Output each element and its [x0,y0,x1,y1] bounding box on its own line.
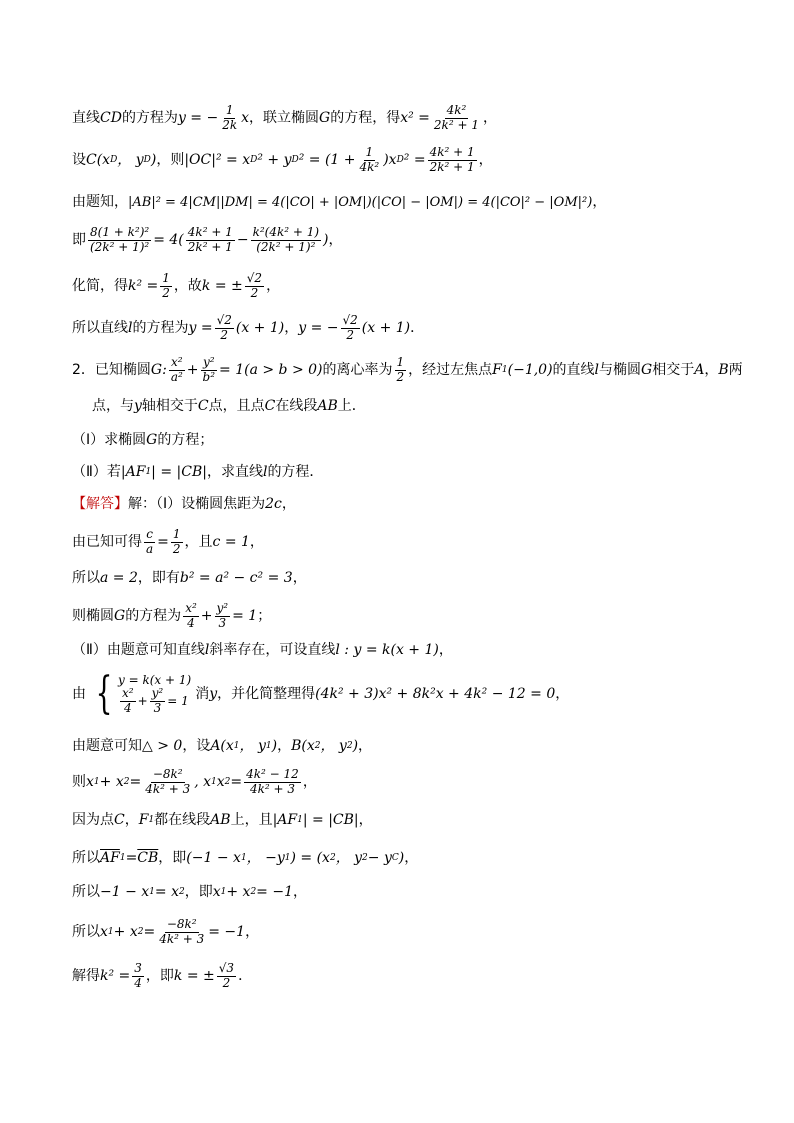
math: y [209,685,218,702]
text: 所以 [72,570,100,586]
subscript: D [396,154,404,165]
math: y = − [298,319,339,336]
vector-math: $\overline{AF}$ [100,850,120,866]
text: 上，且 [230,812,273,828]
fraction: $\frac{\text{4k² − 12}}{\text{4k² + 3}}$ [246,767,299,796]
math: y = [188,319,213,336]
text: ， [277,738,292,754]
math: | = |CB| [302,812,359,828]
fraction: $\frac{√2}{2}$ [246,271,263,300]
math: (x + 1) [235,319,285,336]
math: l : y = k(x + 1) [335,642,439,658]
text: ． [410,319,425,336]
fraction: $\frac{\text{4k² + 1}}{\text{2k² + 1}}$ [187,225,233,254]
text: 所以 [72,884,100,900]
problem-2-statement [72,356,743,385]
fraction: $\frac{c}{a}$ [146,527,154,556]
vector-math: $\overline{CB}$ [137,850,159,866]
problem-2-part-2 [72,464,323,481]
subscript: 1 [149,887,155,897]
fraction: $\frac{\text{x²}}{4}$ [122,685,134,715]
math: = [125,850,138,866]
math: = 1 [167,693,189,708]
fraction: $\frac{\text{−8k²}}{\text{4k² + 3}}$ [145,767,191,796]
math: y [134,398,142,414]
text: 解：（Ⅰ）设椭圆焦距为 [128,496,266,512]
math: |AF [120,464,146,480]
subscript: 2 [314,741,321,751]
text: ， [555,685,570,702]
math: = [230,773,243,790]
fraction: $\frac{\text{−8k²}}{\text{4k² + 3}}$ [159,917,205,946]
text: ， [404,850,419,866]
text: ，即 [158,850,187,866]
solution-line-delta [72,738,372,755]
math: G [114,607,126,624]
subscript: 1 [119,853,126,863]
math: ² = [403,151,426,168]
text: 的方程，得 [330,109,401,126]
math: + [137,693,148,708]
text: 设 [72,151,86,168]
text: ， [478,151,493,168]
math: x [212,884,221,900]
math: (x + 1) [361,319,411,336]
solution-header [72,496,296,513]
math: ² + y [257,151,292,168]
subscript: 1 [284,853,291,863]
subscript: 2 [250,887,257,897]
solution-line-cd-equation [72,104,497,133]
text: ， [358,812,373,828]
math: C [114,812,125,828]
text: 在线段 [275,398,318,414]
subscript: 1 [233,741,240,751]
math: ) [323,231,329,248]
math: AB [317,398,338,414]
text: 斜率存在，可设直线 [209,642,336,658]
text: 由题知， [72,194,128,210]
text: ． [238,967,253,984]
fraction: $\frac{\text{8(1 + k²)²}}{\text{(2k² + 1)²}}$ [90,225,150,254]
text: 所以 [72,923,100,940]
text: ， [482,109,497,126]
subscript: 1 [240,853,247,863]
solution-line-a2 [72,570,307,587]
text: （Ⅱ）若 [72,464,121,480]
solution-line-vectors [72,850,418,867]
subscript: 2 [346,741,353,751]
math: B(x [291,738,315,754]
solution-line-ca [72,528,264,557]
subscript: 1 [220,887,227,897]
subscript: 1 [93,776,100,787]
text: 上． [337,398,366,414]
math: y = k(x + 1) [118,672,192,687]
text: ， [293,884,307,900]
math: a = 2 [100,570,138,586]
math: l [128,319,133,336]
solution-line-ab [72,194,606,211]
math: ) = (x [290,850,330,866]
math: = [129,773,142,790]
text: 由 [72,685,86,702]
fraction: $\frac{1}{2}$ [162,271,170,300]
math: = x [154,884,179,900]
subscript: 2 [362,853,368,863]
text: ，并化简整理得 [217,685,316,702]
text: 的方程为 [125,607,182,624]
brace: { [95,668,113,719]
math: = −1 [208,923,246,940]
fraction: $\frac{\text{4k² + 1}}{\text{2k² + 1}}$ [429,145,475,174]
text: 直线 [72,109,100,126]
text: ，设 [182,738,211,754]
math: B [718,361,729,378]
text: ，即有 [137,570,180,586]
solution-line-simplify [72,272,280,301]
solution-line-part2 [72,642,453,659]
text: ， [281,496,296,512]
math: )x [383,151,397,168]
text: 因为点 [72,812,114,828]
math: + x [113,923,138,940]
text: 点，且点 [208,398,265,414]
math: ) [271,738,278,754]
subscript: 2 [123,776,130,787]
text: ，求直线 [206,464,263,480]
subscript: D [143,154,151,165]
math: = 4( [153,231,184,248]
math: − [236,231,249,248]
text: ， [124,812,139,828]
text: 则椭圆 [72,607,114,624]
math: x [86,773,94,790]
solution-line-vieta [72,768,317,797]
math: G: [150,361,167,378]
subscript: 1 [211,776,217,787]
solution-line-result [72,314,424,343]
text: 相交于 [652,361,695,378]
text: ； [257,607,272,624]
text: 的方程； [157,432,214,448]
text: 两 [728,361,743,378]
subscript: 2 [329,853,336,863]
math: G [641,361,653,378]
math: = 1 [232,607,258,624]
text: 即 [72,231,86,248]
text: ，即 [184,884,213,900]
text: 的方程． [267,464,324,480]
solution-tag: 【解答】 [72,496,128,512]
math: ， y [239,738,266,754]
text: 则 [72,773,86,790]
text: 解得 [72,967,100,984]
text: （Ⅰ）求椭圆 [72,432,147,448]
math: −1 − x [100,884,150,900]
subscript: 1 [145,467,152,477]
subscript: C [391,853,399,863]
text: 轴相交于 [141,398,198,414]
math: = [143,923,156,940]
text: ， [245,923,260,940]
math: k² = [100,967,131,984]
math: ， −y [246,850,285,866]
fraction: $\frac{\text{x²}}{4}$ [185,601,197,630]
subscript: 1 [297,815,303,825]
math: , x [194,773,212,790]
math: △ > 0 [142,738,183,754]
fraction: $\frac{\text{4k²}}{\text{2k² + 1}}$ [433,103,479,132]
solution-line-final [72,962,252,991]
math: (4k² + 3)x² + 8k²x + 4k² − 12 = 0 [315,685,556,702]
text: 由题意可知 [72,738,142,754]
text: 2．已知椭圆 [72,361,151,378]
text: ， [438,642,453,658]
text: ，则 [156,151,185,168]
fraction: $\frac{1}{\text{4k²}}$ [359,145,380,174]
text: 所以直线 [72,319,128,336]
solution-line-oc [72,146,493,175]
text: ， [358,738,373,754]
solution-line-sum-eq [72,918,259,947]
math: F [138,812,149,828]
math: l [262,464,268,480]
subscript: 2 [224,776,231,787]
math: C [197,398,209,414]
text: ， [292,570,307,586]
subscript: 1 [107,926,114,937]
text: 由已知可得 [72,533,142,550]
text: ， [249,533,264,550]
math: y = − [177,109,219,126]
fraction: $\frac{1}{2}$ [396,355,405,384]
math: k = ± [173,967,215,984]
math: |AB|² = 4|CM||DM| = 4(|CO| + |OM|)(|CO| − |OM|) = 4(|CO|² − |OM|²) [128,194,593,210]
text: 的直线 [552,361,595,378]
math: + x [226,884,251,900]
fraction: $\frac{\text{x²}}{\text{a²}}$ [170,355,183,384]
math: C(x [86,151,111,168]
text: ，且 [184,533,213,550]
fraction: $\frac{\text{k²(4k² + 1)}}{\text{(2k² + 1)²}}$ [252,225,320,254]
math: − y [367,850,392,866]
math: ， y [117,151,144,168]
problem-2-part-1 [72,432,213,449]
math: k² = [128,277,159,294]
math: (−1,0) [507,361,553,378]
text: ，经过左焦点 [408,361,493,378]
fraction: $\frac{1}{2}$ [172,527,181,556]
text: 所以 [72,850,100,866]
fraction: $\frac{√2}{2}$ [342,313,358,342]
math: G [146,432,158,448]
fraction: $\frac{√3}{2}$ [218,961,235,990]
math: + [200,607,213,624]
subscript: D [250,154,258,165]
solution-line-system [72,668,570,719]
text: 的方程为 [132,319,189,336]
text: 的方程为 [121,109,178,126]
fraction: $\frac{\text{y²}}{\text{b²}}$ [202,355,216,384]
text: 与椭圆 [599,361,642,378]
math: k = ± [201,277,243,294]
math: ) [398,850,405,866]
problem-2-statement-cont [92,398,366,415]
math: ) [352,738,359,754]
solution-line-sum [72,884,307,901]
math: CD [100,109,122,126]
text: 都在线段 [154,812,211,828]
text: ， [328,231,343,248]
math: C [264,398,276,414]
math: |OC|² = x [184,151,251,168]
text: （Ⅱ）由题意可知直线 [72,642,205,658]
math: x² = [400,109,430,126]
solution-line-ellipse [72,602,271,631]
subscript: D [110,154,118,165]
math: ， y [320,738,347,754]
math: l [204,642,210,658]
text: 消 [195,685,210,702]
math: x [241,109,250,126]
subscript: 1 [148,815,155,825]
math: = 1(a > b > 0) [219,361,323,378]
math: + x [99,773,124,790]
math: = [157,533,169,550]
math: 2c [265,496,282,512]
math: + [186,361,199,378]
math: G [319,109,331,126]
text: ，故 [173,277,202,294]
fraction: $\frac{√2}{2}$ [216,313,232,342]
subscript: 2 [178,887,185,897]
text: 的离心率为 [322,361,393,378]
text: 点，与 [92,398,134,414]
text: ， [266,277,281,294]
subscript: 1 [265,741,272,751]
math: = −1 [256,884,293,900]
math: ， y [335,850,363,866]
math: x [100,923,108,940]
math: l [594,361,600,378]
subscript: 1 [501,364,508,375]
text: ， [284,319,299,336]
math: F [492,361,502,378]
solution-line-equation [72,226,343,255]
subscript: D [291,154,299,165]
math: | = |CB| [151,464,207,480]
fraction: $\frac{3}{4}$ [134,961,142,990]
math: A [694,361,705,378]
fraction: $\frac{\text{y²}}{3}$ [151,685,164,715]
text: ， [704,361,719,378]
math: x [216,773,225,790]
equation-system [90,668,192,719]
text: ， [302,773,317,790]
fraction: $\frac{1}{2k}$ [222,103,238,132]
text: ， [592,194,607,210]
math: (−1 − x [186,850,241,866]
text: ，即 [145,967,174,984]
math: b² = a² − c² = 3 [179,570,293,586]
math: ) [150,151,157,168]
solution-line-on-segment [72,812,373,829]
fraction: $\frac{\text{y²}}{3}$ [216,601,229,630]
subscript: 2 [137,926,144,937]
math: |AF [272,812,298,828]
math: A(x [210,738,234,754]
math: c = 1 [212,533,250,550]
text: ，联立椭圆 [249,109,320,126]
text: 化简，得 [72,277,128,294]
math: AB [210,812,231,828]
math: ² = (1 + [298,151,356,168]
